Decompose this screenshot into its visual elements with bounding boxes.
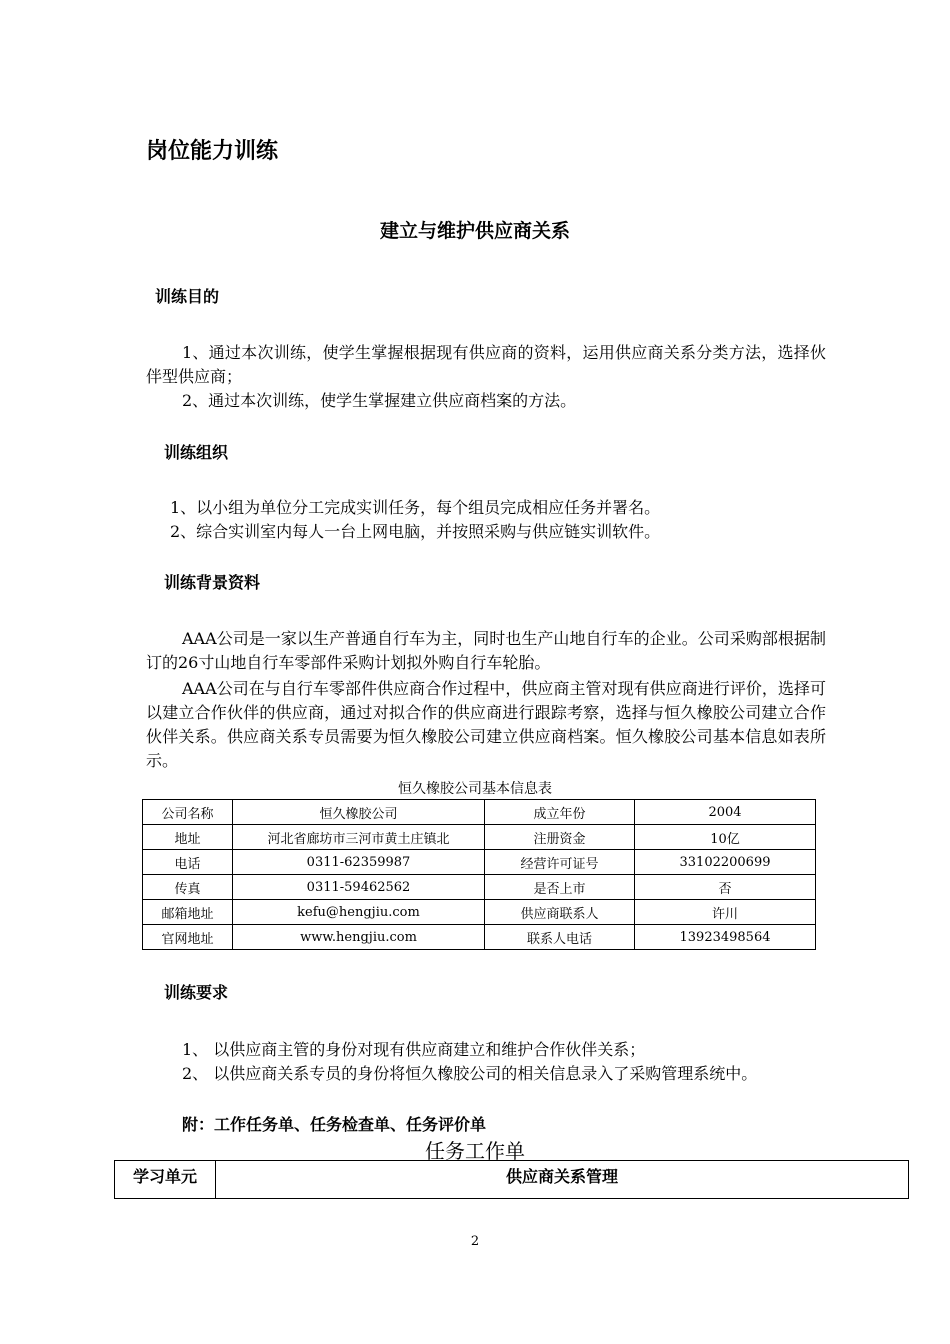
table-cell: 许川 xyxy=(635,900,816,925)
table-row xyxy=(143,800,816,825)
requirement-item-2: 2、 以供应商关系专员的身份将恒久橡胶公司的相关信息录入了采购管理系统中。 xyxy=(182,1064,758,1083)
table-cell: 地址 xyxy=(143,825,233,850)
table-row xyxy=(115,1161,909,1199)
table-caption: 恒久橡胶公司基本信息表 xyxy=(398,781,552,797)
table-cell: 0311-62359987 xyxy=(233,850,485,875)
requirement-item-1: 1、 以供应商主管的身份对现有供应商建立和维护合作伙伴关系； xyxy=(182,1040,646,1059)
task-sheet-value: 供应商关系管理 xyxy=(216,1161,909,1199)
document-title: 建立与维护供应商关系 xyxy=(379,220,570,242)
table-cell: 恒久橡胶公司 xyxy=(233,800,485,825)
table-cell: 13923498564 xyxy=(635,925,816,950)
table-cell: 传真 xyxy=(143,875,233,900)
section-org-heading: 训练组织 xyxy=(164,443,229,462)
table-row xyxy=(143,900,816,925)
table-cell: 河北省廊坊市三河市黄土庄镇北 xyxy=(233,825,485,850)
background-paragraph-2: AAA公司在与自行车零部件供应商合作过程中，供应商主管对现有供应商进行评价，选择可以建立合作伙伴的供应商，通过对拟合作的供应商进行跟踪考察，选择与恒久橡胶公司建立合作伙伴关系。供应商关系专员需要为恒久橡胶公司建立供应商档案。恒久橡胶公司基本信息如表所示。 xyxy=(146,679,826,770)
table-cell: 33102200699 xyxy=(635,850,816,875)
table-cell: www.hengjiu.com xyxy=(233,925,485,950)
company-info-table xyxy=(142,799,816,950)
section-background-heading: 训练背景资料 xyxy=(164,573,261,592)
table-cell: 成立年份 xyxy=(485,800,635,825)
table-cell: 电话 xyxy=(143,850,233,875)
table-cell: 0311-59462562 xyxy=(233,875,485,900)
table-row xyxy=(143,925,816,950)
goal-item-2: 2、通过本次训练，使学生掌握建立供应商档案的方法。 xyxy=(182,391,577,410)
table-cell: kefu@hengjiu.com xyxy=(233,900,485,925)
section-goal-heading: 训练目的 xyxy=(155,287,220,306)
task-sheet-table xyxy=(114,1160,909,1199)
table-cell: 经营许可证号 xyxy=(485,850,635,875)
table-row xyxy=(143,825,816,850)
task-sheet-label: 学习单元 xyxy=(115,1161,216,1199)
goal-item-1: 1、通过本次训练，使学生掌握根据现有供应商的资料，运用供应商关系分类方法，选择伙伴型供应商； xyxy=(146,343,826,386)
table-cell: 10亿 xyxy=(635,825,816,850)
table-cell: 邮箱地址 xyxy=(143,900,233,925)
table-cell: 供应商联系人 xyxy=(485,900,635,925)
section-requirements-heading: 训练要求 xyxy=(164,983,229,1002)
org-item-2: 2、综合实训室内每人一台上网电脑，并按照采购与供应链实训软件。 xyxy=(170,522,661,541)
table-cell: 2004 xyxy=(635,800,816,825)
appendix-line: 附：工作任务单、任务检查单、任务评价单 xyxy=(182,1115,487,1134)
page-number: 2 xyxy=(470,1234,480,1249)
background-paragraph-1: AAA公司是一家以生产普通自行车为主，同时也生产山地自行车的企业。公司采购部根据制订的26寸山地自行车零部件采购计划拟外购自行车轮胎。 xyxy=(146,629,826,672)
table-cell: 是否上市 xyxy=(485,875,635,900)
table-cell: 注册资金 xyxy=(485,825,635,850)
page-heading: 岗位能力训练 xyxy=(146,139,279,164)
table-cell: 否 xyxy=(635,875,816,900)
table-cell: 公司名称 xyxy=(143,800,233,825)
table-row xyxy=(143,875,816,900)
table-row xyxy=(143,850,816,875)
task-sheet-title: 任务工作单 xyxy=(425,1139,525,1163)
org-item-1: 1、以小组为单位分工完成实训任务，每个组员完成相应任务并署名。 xyxy=(170,498,661,517)
table-cell: 官网地址 xyxy=(143,925,233,950)
table-cell: 联系人电话 xyxy=(485,925,635,950)
